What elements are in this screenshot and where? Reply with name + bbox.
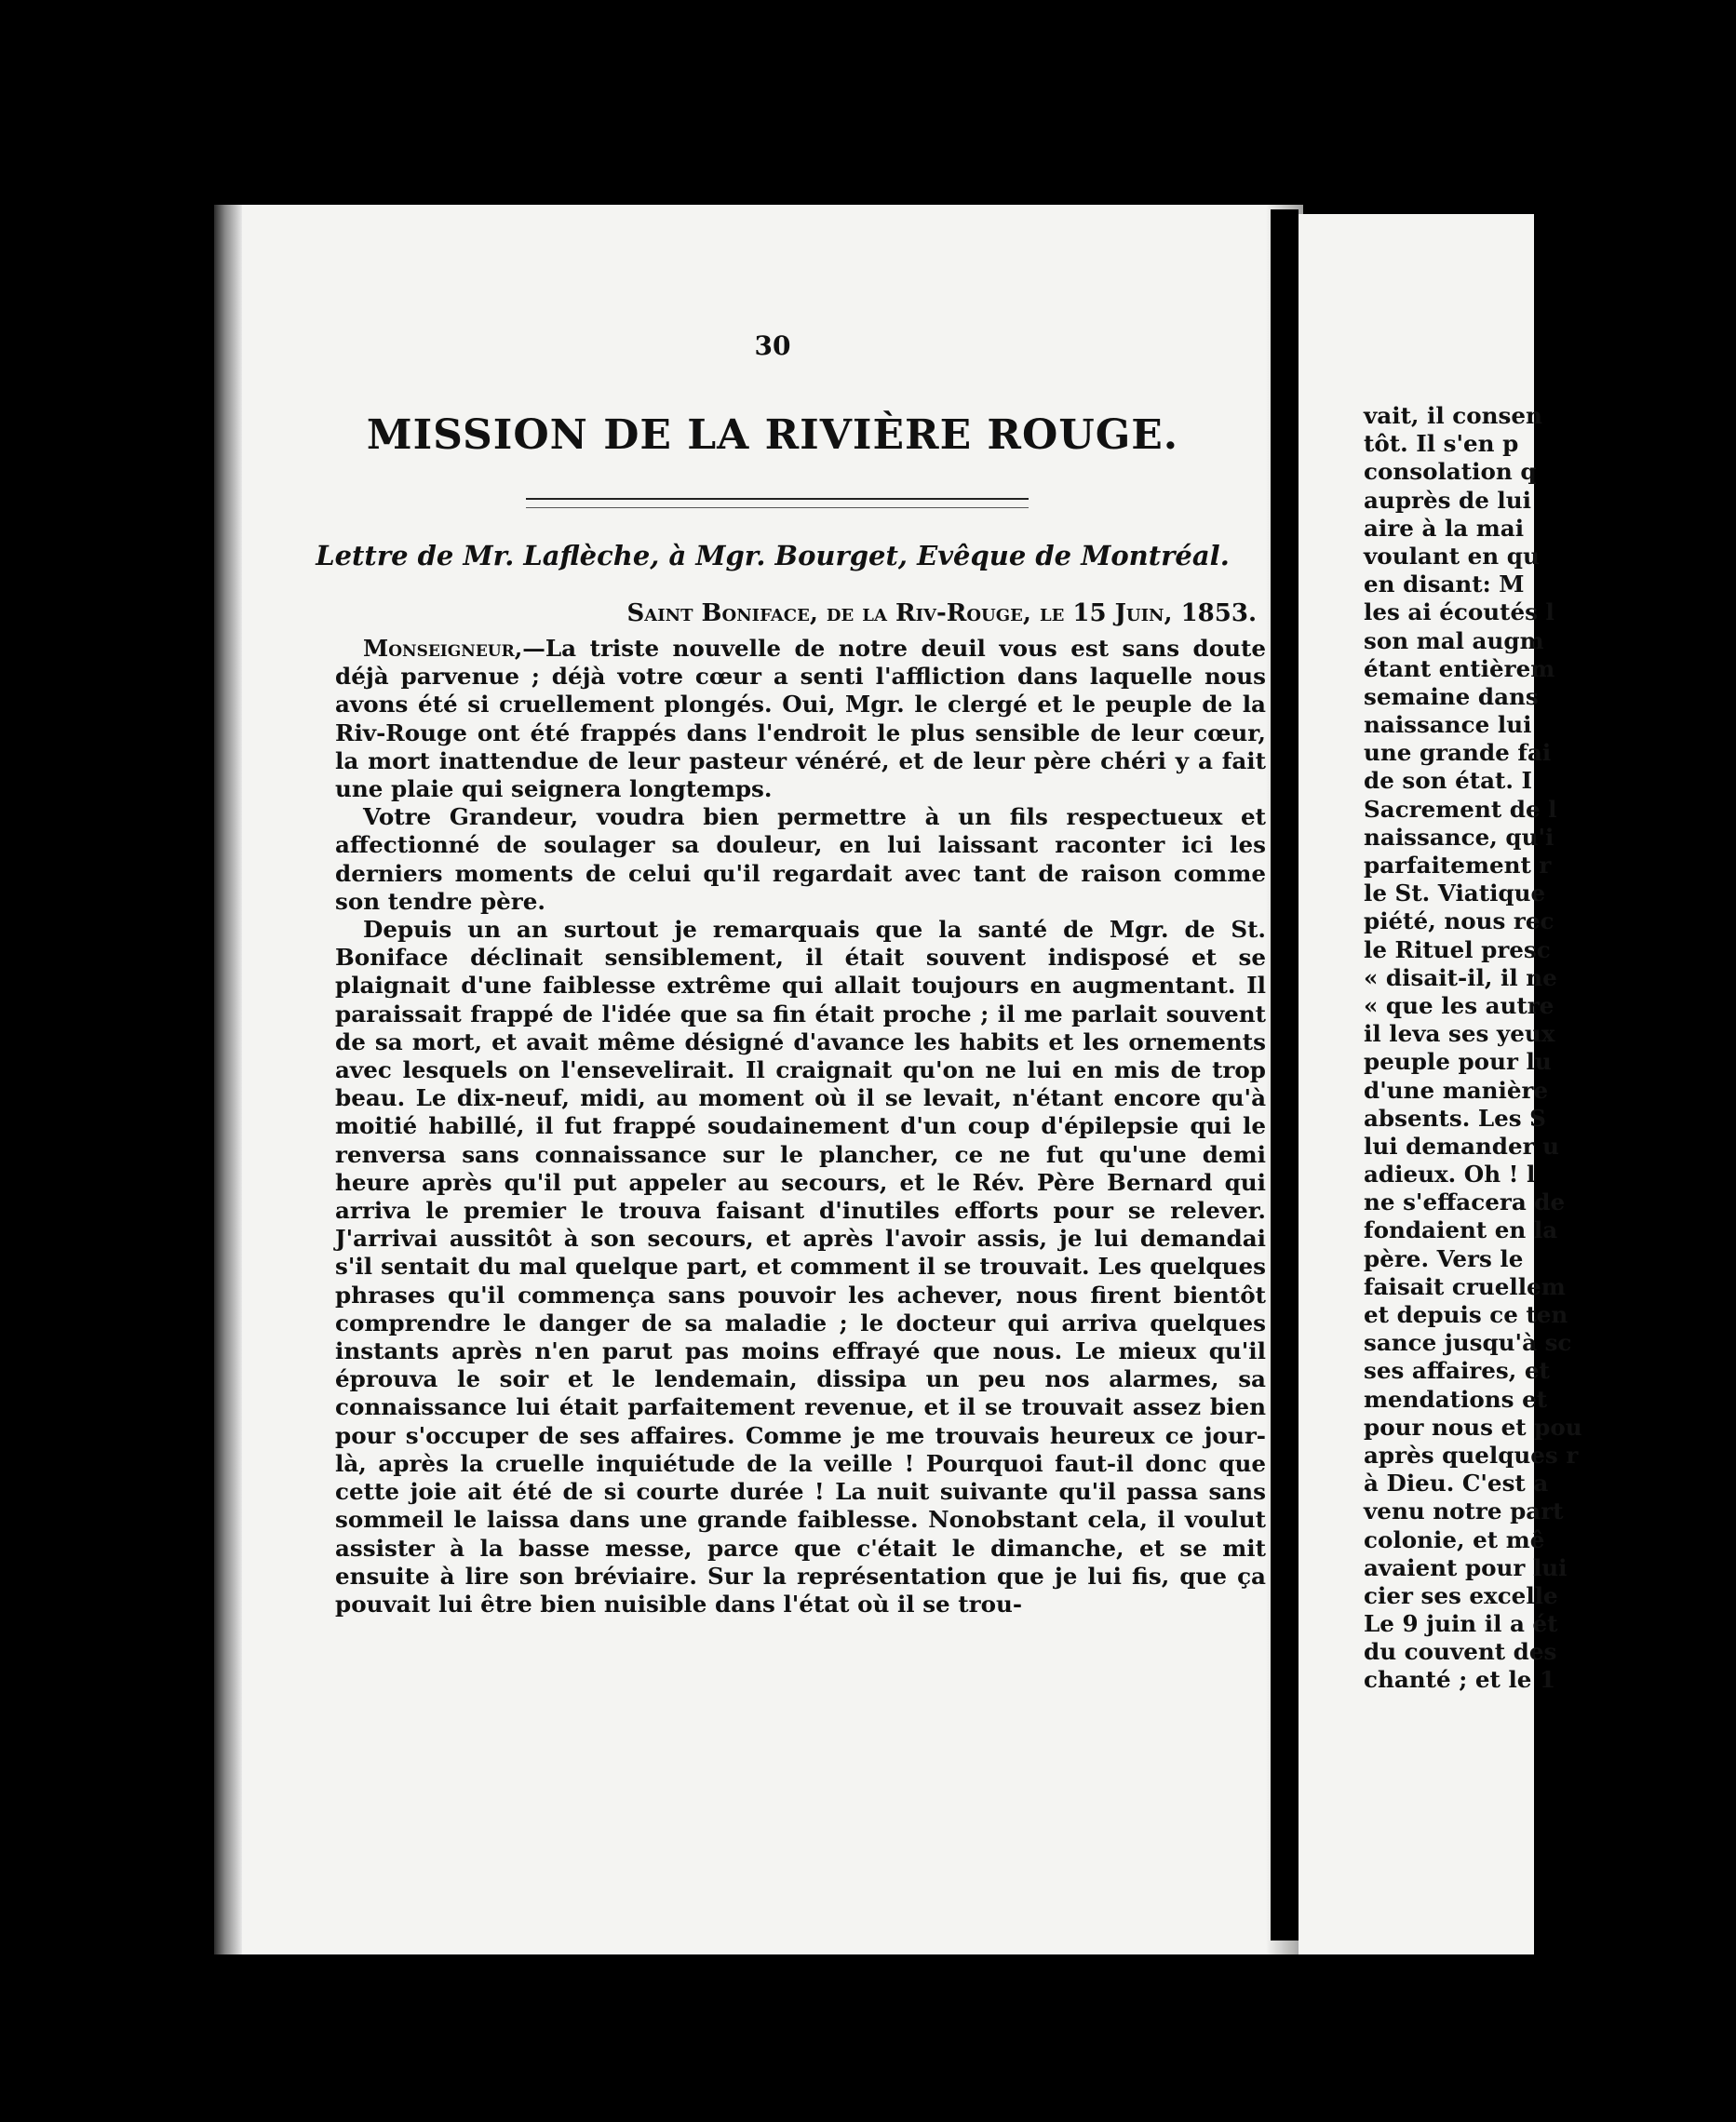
page-edge <box>214 205 242 1954</box>
right-page-line: le St. Viatique <box>1364 880 1546 907</box>
right-page-line: mendations et <box>1364 1385 1548 1413</box>
paragraph-1-text: —La triste nouvelle de notre deuil vous est sans doute déjà parvenue ; déjà votre cœur a senti l'affliction dans laquelle nous avons été si cruellement plongés. Oui, Mgr. le clergé et le peuple de la Riv-Rouge ont été frappés dans l'endroit le plus sensible de leur cœur, la mort inattendue de leur pasteur vénéré, et de leur père chéri y a fait une plaie qui seignera longtemps. <box>335 635 1266 803</box>
right-page-line: « que les autre <box>1364 991 1554 1019</box>
page-number: 30 <box>754 330 791 361</box>
letter-subtitle: Lettre de Mr. Laflèche, à Mgr. Bourget, Evêque de Montréal. <box>316 540 1230 571</box>
right-page-line: consolation q <box>1364 458 1537 486</box>
right-page-line: en disant: M <box>1364 571 1525 598</box>
right-page-line: pour nous et pou <box>1364 1413 1582 1441</box>
right-page-line: semaine dans <box>1364 682 1539 710</box>
right-page-text <box>1364 402 1736 1695</box>
right-page-line: ne s'effacera de <box>1364 1189 1566 1216</box>
paragraph-3: Depuis un an surtout je remarquais que la santé de Mgr. de St. Boniface déclinait sensiblement, il était souvent indisposé et se plaignait d'une faiblesse extrême qui allait toujours en augmentant. Il paraissait frappé de l'idée que sa fin était proche ; il me parlait souvent de sa mort, et avait même désigné d'avance les habits et les ornements avec lesquels on l'ensevelirait. Il craignait qu'on ne lui en mis de trop beau. Le dix-neuf, midi, au moment où il se levait, n'étant encore qu'à moitié habillé, il fut frappé soudainement d'un coup d'épilepsie qui le renversa sans connaissance sur le plancher, ce ne fut qu'une demi heure après qu'il put appeler au secours, et le Rév. Père Bernard qui arriva le premier le trouva faisant d'inutiles efforts pour se relever. J'arrivai aussitôt à son secours, et après l'avoir assis, je lui demandai s'il sentait du mal quelque part, et comment il se trouvait. Les quelques phrases qu'il commença sans pouvoir les achever, nous firent bientôt comprendre le danger de sa maladie ; le docteur qui arriva quelques instants après n'en parut pas moins effrayé que nous. Le mieux qu'il éprouva le soir et le lendemain, dissipa un peu nos alarmes, sa connaissance lui était parfaitement revenue, et il se trouvait assez bien pour s'occuper de ses affaires. Comme je me trouvais heureux ce jour-là, après la cruelle inquiétude de la veille ! Pourquoi faut-il donc que cette joie ait été de si courte durée ! La nuit suivante qu'il passa sans sommeil le laissa dans une grande faiblesse. Nonobstant cela, il voulut assister à la basse messe, parce que c'était le dimanche, et se mit ensuite à lire son bréviaire. Sur la représentation que je lui fis, que ça pouvait lui être bien nuisible dans l'état où il se trou- <box>335 916 1266 1618</box>
right-page-line: tôt. Il s'en p <box>1364 430 1519 458</box>
right-page-line: ses affaires, et <box>1364 1357 1550 1385</box>
right-page-line: à Dieu. C'est a <box>1364 1470 1549 1497</box>
right-page-line: après quelques r <box>1364 1441 1579 1469</box>
right-page-line: fondaient en la <box>1364 1216 1558 1244</box>
right-page-line: d'une manière <box>1364 1076 1549 1104</box>
right-page-line: faisait cruellem <box>1364 1272 1566 1300</box>
page-title: MISSION DE LA RIVIÈRE ROUGE. <box>366 411 1179 459</box>
right-page-line: du couvent des <box>1364 1638 1557 1666</box>
right-page-line: parfaitement r <box>1364 852 1552 879</box>
right-page-line: lui demander u <box>1364 1132 1560 1160</box>
right-page-line: chanté ; et le 1 <box>1364 1666 1556 1694</box>
right-page-line: avaient pour lui <box>1364 1553 1568 1581</box>
dateline: Saint Boniface, de la Riv-Rouge, le 15 Juin, 1853. <box>626 599 1257 627</box>
paragraph-1 <box>335 635 1266 803</box>
right-page-line: aire à la mai <box>1364 514 1525 542</box>
right-page <box>1299 214 1582 1954</box>
right-page-line: il leva ses yeux <box>1364 1020 1555 1048</box>
right-page-line: sance jusqu'à sc <box>1364 1329 1572 1357</box>
right-page-line: absents. Les S <box>1364 1104 1546 1132</box>
book-gutter <box>1271 209 1299 1941</box>
right-page-line: peuple pour lu <box>1364 1048 1552 1076</box>
right-page-line: adieux. Oh ! l <box>1364 1161 1536 1189</box>
right-page-line: naissance lui <box>1364 711 1532 739</box>
right-page-line: étant entièrem <box>1364 654 1555 682</box>
right-page-line: le Rituel presc <box>1364 935 1551 963</box>
right-page-line: Sacrement de l <box>1364 795 1557 823</box>
right-page-line: cier ses excelle <box>1364 1581 1558 1609</box>
right-page-line: auprès de lui <box>1364 486 1531 514</box>
paragraph-2: Votre Grandeur, voudra bien permettre à un fils respectueux et affectionné de soulager sa douleur, en lui laissant raconter ici les derniers moments de celui qu'il regardait avec tant de raison comme son tendre père. <box>335 803 1266 915</box>
right-page-line: et depuis ce ten <box>1364 1301 1568 1328</box>
right-page-line: une grande fai <box>1364 739 1552 767</box>
right-page-line: vait, il consen <box>1364 402 1542 429</box>
right-page-line: naissance, qu'i <box>1364 823 1554 851</box>
right-page-line: voulant en qu <box>1364 542 1540 570</box>
right-page-line: colonie, et mê <box>1364 1525 1545 1553</box>
right-page-line: « disait-il, il ne <box>1364 963 1557 991</box>
right-page-line: Le 9 juin il a ét <box>1364 1610 1558 1638</box>
salutation: Monseigneur, <box>363 635 523 662</box>
letter-body <box>335 635 1266 1618</box>
right-page-line: les ai écoutés l <box>1364 598 1554 626</box>
right-page-line: père. Vers le <box>1364 1244 1524 1272</box>
right-page-line: piété, nous rec <box>1364 907 1554 935</box>
title-divider <box>526 498 1029 508</box>
right-page-line: venu notre part <box>1364 1497 1564 1525</box>
left-page <box>214 205 1303 1954</box>
right-page-line: son mal augm <box>1364 626 1544 654</box>
right-page-line: de son état. I <box>1364 767 1533 795</box>
